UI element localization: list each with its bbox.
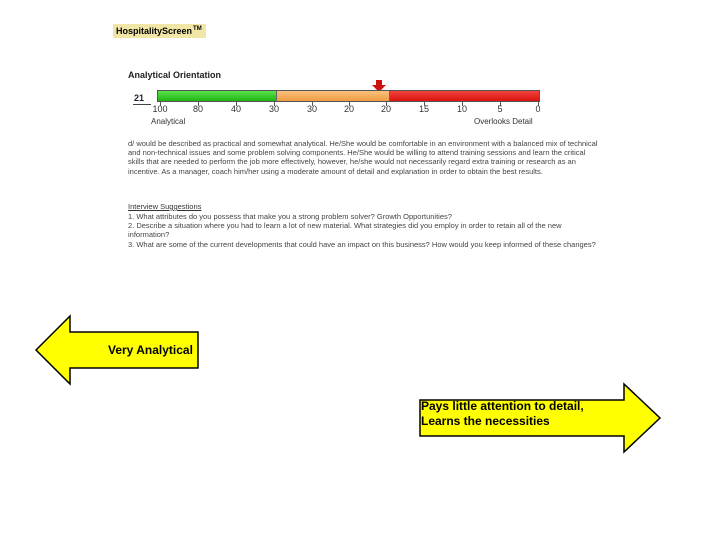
- list-item: 1. What attributes do you possess that make you a strong problem solver? Growth Opportunities?: [128, 212, 452, 221]
- scale-tick-label: 40: [230, 104, 242, 114]
- scale-tick-label: 20: [380, 104, 392, 114]
- right-arrow-label: [421, 399, 584, 429]
- trademark-mark: TM: [193, 26, 202, 32]
- list-item: 3. What are some of the current developments that could have an impact on this business? How would you keep informed of these changes?: [128, 239, 596, 249]
- scale-tick-label: 0: [535, 104, 541, 114]
- scale-tick-label: 30: [268, 104, 280, 114]
- scale-tick-label: 15: [418, 104, 430, 114]
- right-arrow-label-line2: Learns the necessities: [421, 414, 550, 428]
- brand-logo: [113, 24, 206, 38]
- scale-tick-label: 80: [192, 104, 204, 114]
- scale-tick-label: 100: [152, 104, 168, 114]
- list-item: 2. Describe a situation where you had to learn a lot of new material. What strategies did you employ in order to retain all of the new information?: [128, 221, 562, 240]
- orientation-description: d/ would be described as practical and somewhat analytical. He/She would be comfortable in an environment with a balanced mix of technical and non-technical issues and some problem solving components. He/She would be willing to attend training sessions and learn the critical skills that are needed to perform the job more effectively, however, he/she would not necessarily regard extra training or research as an incentive. As a manager, coach him/her using a moderate amount of detail and explanation in order to obtain the best results.: [128, 139, 598, 176]
- right-arrow-label-line1: Pays little attention to detail,: [421, 399, 584, 413]
- left-arrow-label: Very Analytical: [108, 343, 193, 357]
- scale-tick-label: 10: [456, 104, 468, 114]
- scale-tick-label: 5: [497, 104, 503, 114]
- interview-suggestions-title: Interview Suggestions: [128, 202, 202, 211]
- scale-segment-red: [389, 91, 539, 101]
- scale-tick-label: 30: [306, 104, 318, 114]
- section-title: Analytical Orientation: [128, 70, 222, 80]
- brand-name: HospitalityScreen: [116, 26, 193, 36]
- scale-tick-label: 20: [343, 104, 355, 114]
- scale-segment-orange: [276, 91, 389, 101]
- interview-suggestions-list: [128, 212, 598, 249]
- scale-segment-green: [158, 91, 276, 101]
- score-value: 21: [134, 93, 145, 103]
- orientation-scale-bar: [157, 90, 540, 102]
- scale-right-label: Overlooks Detail: [474, 117, 533, 126]
- scale-left-label: Analytical: [151, 117, 186, 126]
- score-underline: [133, 104, 151, 105]
